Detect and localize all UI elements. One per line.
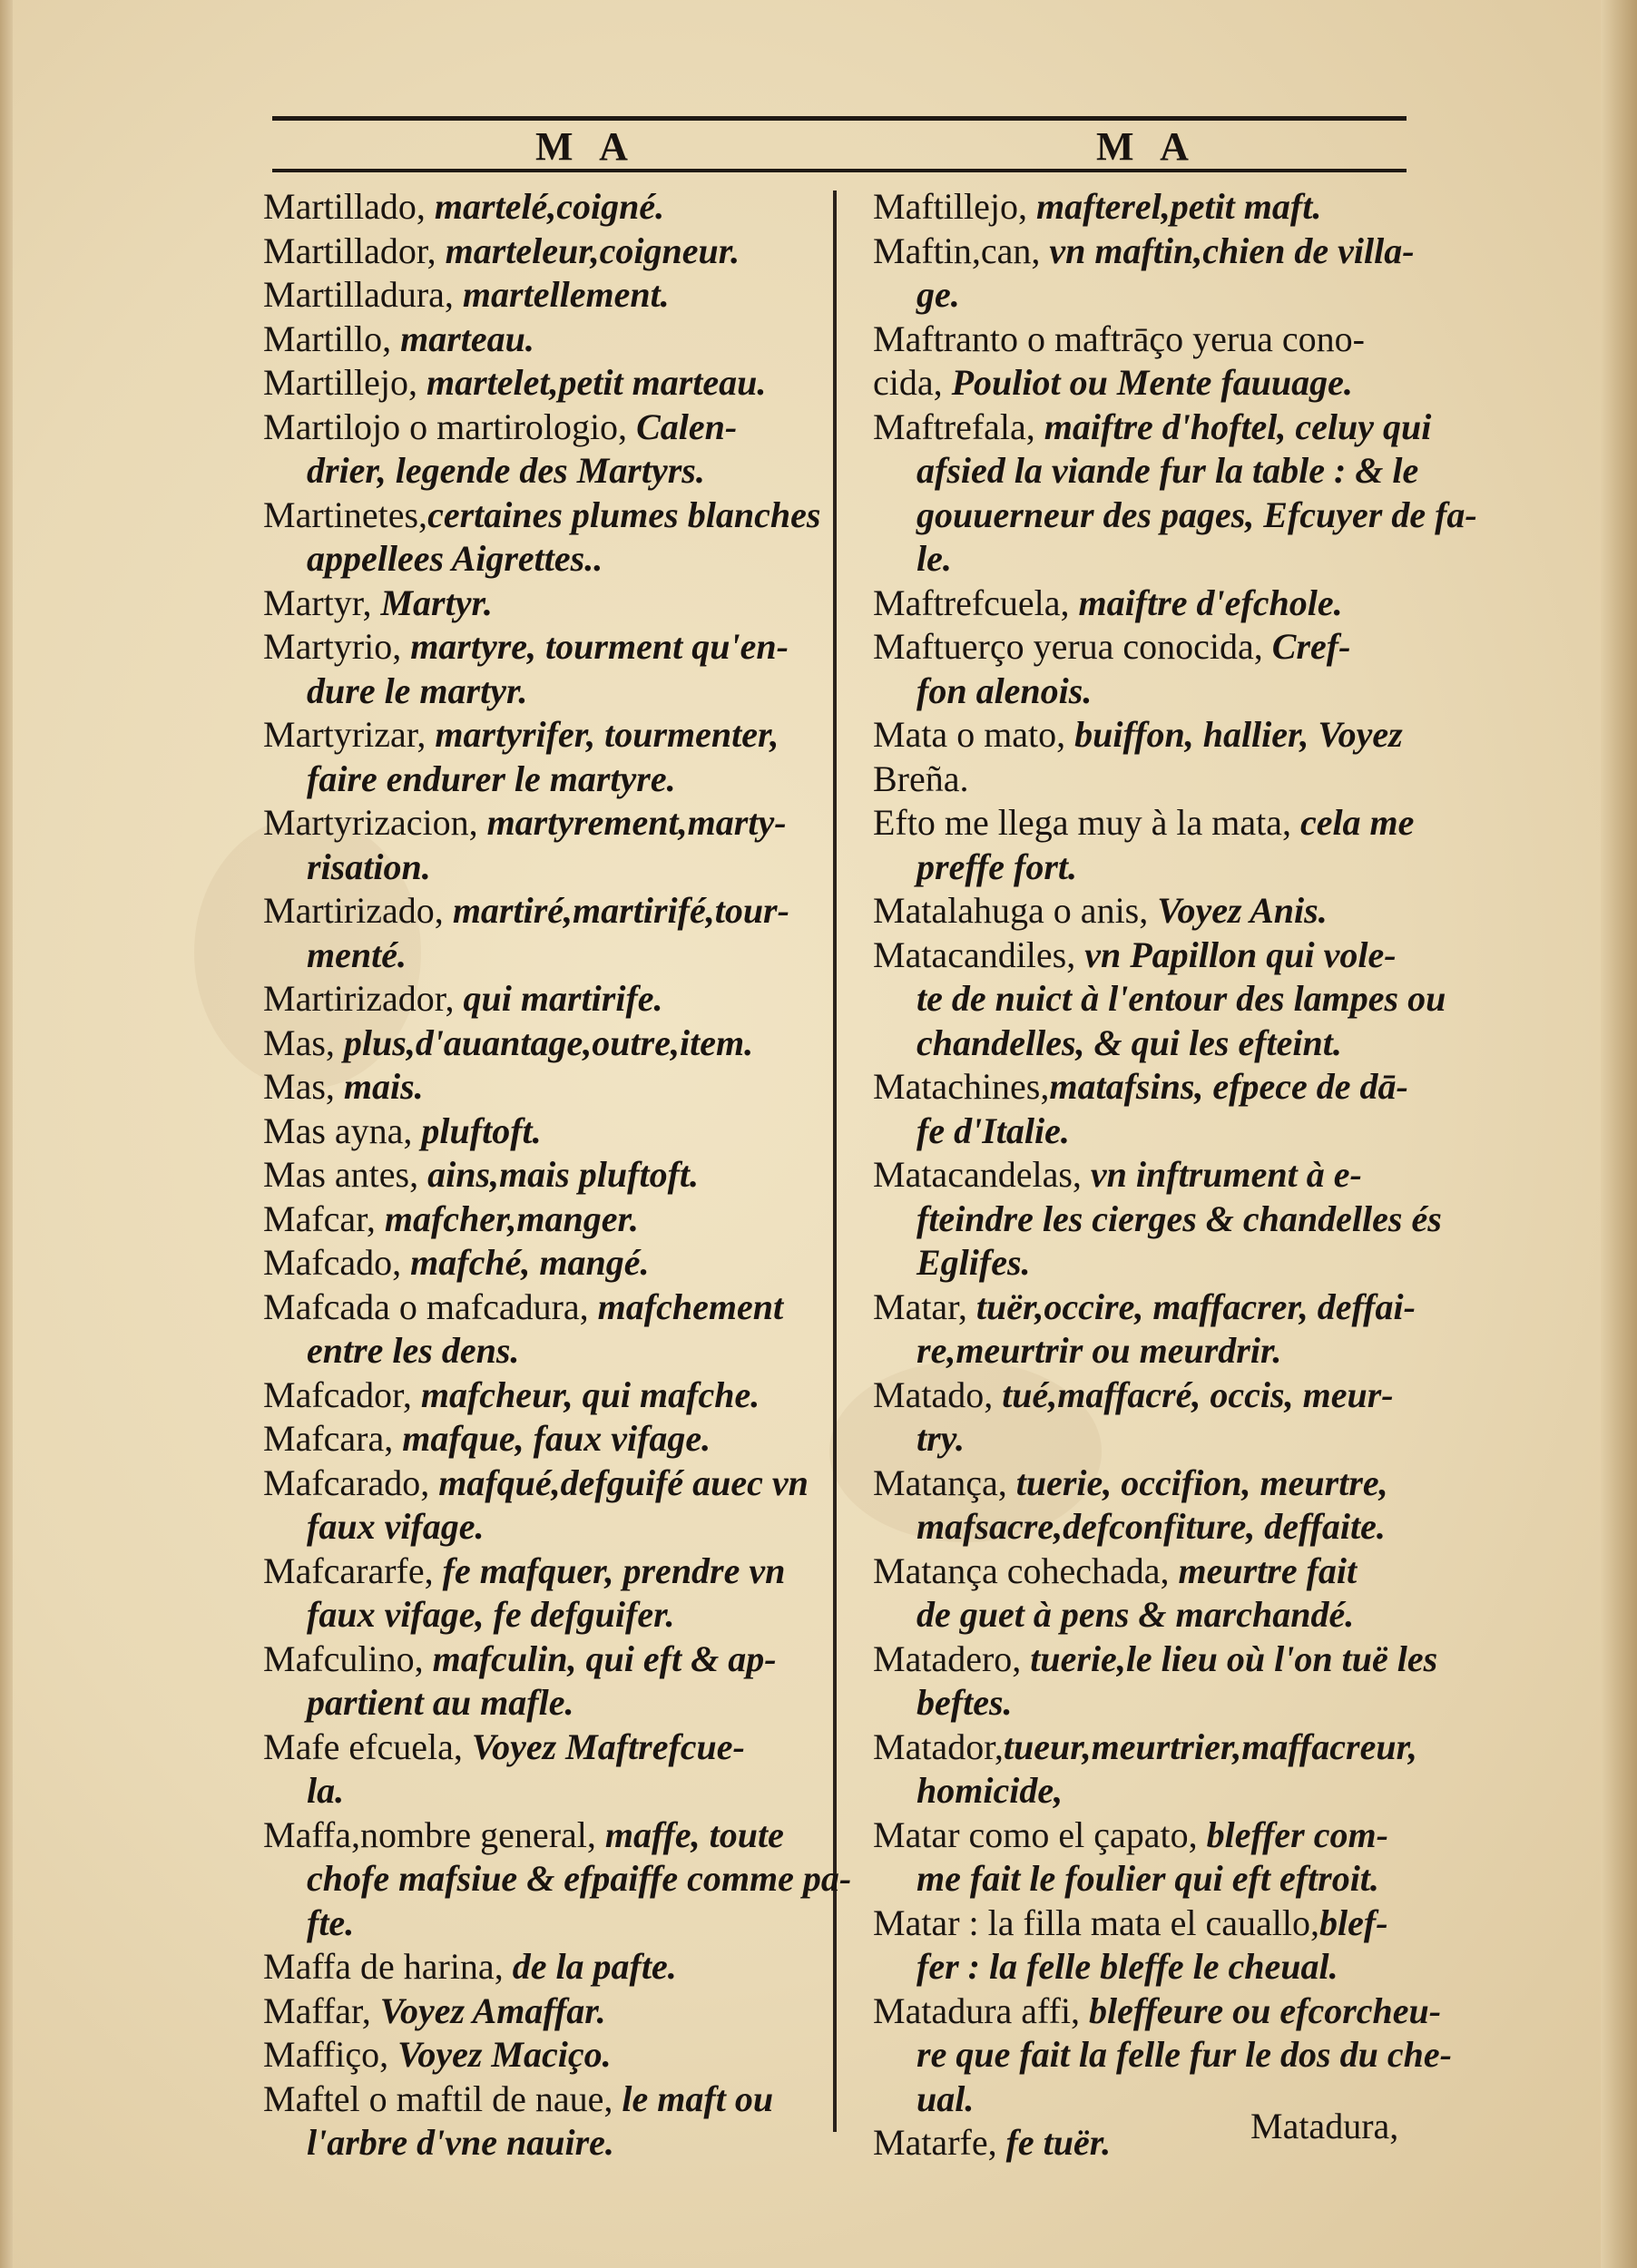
translation: mafcher,manger. xyxy=(384,1198,639,1239)
dictionary-line xyxy=(873,273,1463,318)
dictionary-line xyxy=(263,1945,853,1989)
translation: vn maftin,chien de villa- xyxy=(1049,230,1415,271)
dictionary-line xyxy=(263,1241,853,1286)
dictionary-line xyxy=(873,670,1463,714)
headword: Martillejo, xyxy=(263,362,426,403)
dictionary-line xyxy=(263,1637,853,1682)
translation: ains,mais pluftoft. xyxy=(427,1154,700,1195)
translation: buiffon, hallier, Voyez xyxy=(1074,714,1403,755)
translation: ge. xyxy=(917,274,960,315)
dictionary-line xyxy=(873,1110,1463,1154)
translation: drier, legende des Martyrs. xyxy=(307,450,705,491)
dictionary-line xyxy=(873,1725,1463,1770)
headword: Matador, xyxy=(873,1725,1004,1767)
translation: mafqué,defguifé auec vn xyxy=(438,1461,809,1503)
translation: chofe mafsiue & efpaiffe comme pa- xyxy=(307,1858,852,1899)
headword: Maffa,nombre general, xyxy=(263,1813,605,1855)
headword: Mas, xyxy=(263,1022,344,1063)
translation: blef- xyxy=(1319,1901,1388,1943)
dictionary-line xyxy=(263,2121,853,2165)
translation: re,meurtrir ou meurdrir. xyxy=(917,1330,1282,1371)
dictionary-line xyxy=(263,406,853,450)
headword: Maffar, xyxy=(263,1989,380,2031)
dictionary-line xyxy=(263,934,853,978)
translation: mafché, mangé. xyxy=(410,1242,650,1283)
dictionary-line xyxy=(263,1681,853,1725)
dictionary-line xyxy=(873,977,1463,1022)
dictionary-line xyxy=(263,1153,853,1198)
headword: Maftel o maftil de naue, xyxy=(263,2077,622,2119)
dictionary-line xyxy=(873,758,1463,802)
translation: te de nuict à l'entour des lampes ou xyxy=(917,978,1446,1019)
dictionary-line xyxy=(263,801,853,846)
dictionary-line xyxy=(263,537,853,582)
translation: dure le martyr. xyxy=(307,670,528,711)
headword: Martyrizar, xyxy=(263,714,436,755)
translation: de la pafte. xyxy=(512,1946,677,1987)
translation: martiré,martirifé,tour- xyxy=(452,890,789,931)
translation: Voyez Anis. xyxy=(1157,890,1328,931)
headword: Matado, xyxy=(873,1374,1003,1415)
translation: martelé,coigné. xyxy=(434,186,665,227)
translation: chandelles, & qui les efteint. xyxy=(917,1022,1342,1063)
dictionary-line xyxy=(263,1461,853,1506)
dictionary-line xyxy=(263,713,853,758)
headword: Mafcarado, xyxy=(263,1461,439,1503)
dictionary-line xyxy=(873,1461,1463,1506)
headword: Mafcada o mafcadura, xyxy=(263,1286,598,1327)
translation: re que fait la felle fur le dos du che- xyxy=(917,2034,1452,2075)
translation: fte. xyxy=(307,1901,355,1943)
translation: partient au mafle. xyxy=(307,1682,574,1723)
dictionary-line xyxy=(263,1065,853,1110)
translation: martyrifer, tourmenter, xyxy=(435,714,779,755)
dictionary-line xyxy=(873,1505,1463,1549)
translation: martyre, tourment qu'en- xyxy=(410,626,789,667)
headword: Maftrefala, xyxy=(873,406,1044,447)
header-rule-bottom xyxy=(272,169,1407,172)
headword: Martirizado, xyxy=(263,890,453,931)
dictionary-line xyxy=(873,1329,1463,1374)
dictionary-line xyxy=(263,1374,853,1418)
translation: maffe, toute xyxy=(604,1813,784,1855)
dictionary-line xyxy=(873,1945,1463,1989)
dictionary-line xyxy=(873,1153,1463,1198)
headword: Martyr, xyxy=(263,582,381,623)
dictionary-line xyxy=(873,713,1463,758)
headword: Martyrio, xyxy=(263,626,411,667)
dictionary-line xyxy=(263,1286,853,1330)
headword: Matarfe, xyxy=(873,2122,1006,2163)
translation: me fait le foulier qui eft eftroit. xyxy=(917,1858,1379,1899)
translation: afsied la viande fur la table : & le xyxy=(917,450,1419,491)
translation: mafque, faux vifage. xyxy=(402,1418,711,1459)
dictionary-line xyxy=(263,889,853,934)
dictionary-line xyxy=(263,582,853,626)
translation: bleffer com- xyxy=(1206,1813,1388,1855)
translation: fe d'Italie. xyxy=(917,1110,1070,1151)
translation: mais. xyxy=(343,1066,424,1107)
translation: faux vifage, fe defguifer. xyxy=(307,1594,675,1635)
translation: preffe fort. xyxy=(917,846,1077,887)
translation: tué,maffacré, occis, meur- xyxy=(1002,1374,1394,1415)
headword: Matacandiles, xyxy=(873,934,1085,975)
dictionary-line xyxy=(263,185,853,230)
dictionary-line xyxy=(263,230,853,274)
dictionary-line xyxy=(263,1505,853,1549)
dictionary-line xyxy=(873,1681,1463,1725)
headword: Mas ayna, xyxy=(263,1110,422,1151)
translation: tuerie,le lieu où l'on tuë les xyxy=(1030,1637,1438,1679)
headword: Martillado, xyxy=(263,186,435,227)
translation: Voyez Maciço. xyxy=(397,2034,612,2075)
dictionary-line xyxy=(873,889,1463,934)
translation: vn inftrument à e- xyxy=(1090,1154,1362,1195)
headword: Maftrefcuela, xyxy=(873,582,1079,623)
dictionary-line xyxy=(873,1857,1463,1901)
translation: Martyr. xyxy=(380,582,493,623)
headword: Matar : la filla mata el cauallo, xyxy=(873,1901,1319,1943)
dictionary-line xyxy=(263,1857,853,1901)
translation: le. xyxy=(917,538,952,579)
translation: ual. xyxy=(917,2077,975,2119)
translation: le maft ou xyxy=(622,2077,774,2119)
dictionary-line xyxy=(263,1901,853,1946)
dictionary-line xyxy=(873,1022,1463,1066)
translation: martellement. xyxy=(462,274,670,315)
translation: plus,d'auantage,outre,item. xyxy=(343,1022,754,1063)
headword: Martillo, xyxy=(263,318,401,359)
dictionary-line xyxy=(873,537,1463,582)
dictionary-line xyxy=(263,273,853,318)
dictionary-line xyxy=(873,361,1463,406)
dictionary-line xyxy=(873,1901,1463,1946)
dictionary-line xyxy=(263,1725,853,1770)
headword: Mas antes, xyxy=(263,1154,428,1195)
dictionary-line xyxy=(263,1769,853,1813)
dictionary-line xyxy=(873,449,1463,494)
translation: mafsacre,defconfiture, deffaite. xyxy=(917,1506,1386,1547)
dictionary-line xyxy=(263,670,853,714)
dictionary-line xyxy=(873,1241,1463,1286)
dictionary-line xyxy=(263,846,853,890)
translation: fe mafquer, prendre vn xyxy=(442,1549,786,1591)
headword: Breña. xyxy=(873,758,969,799)
translation: marteleur,coigneur. xyxy=(445,230,740,271)
dictionary-line xyxy=(873,801,1463,846)
translation: maiftre d'hoftel, celuy qui xyxy=(1044,406,1432,447)
translation: gouuerneur des pages, Efcuyer de fa- xyxy=(917,494,1477,535)
running-head-right: M A xyxy=(1096,124,1198,169)
translation: maiftre d'efchole. xyxy=(1078,582,1343,623)
translation: fon alenois. xyxy=(917,670,1093,711)
translation: qui martirife. xyxy=(463,978,663,1019)
dictionary-line xyxy=(263,977,853,1022)
translation: Eglifes. xyxy=(917,1242,1031,1283)
headword: Mafe efcuela, xyxy=(263,1725,472,1767)
translation: de guet à pens & marchandé. xyxy=(917,1594,1355,1635)
headword: Maftin,can, xyxy=(873,230,1050,271)
dictionary-line xyxy=(263,1417,853,1461)
translation: cela me xyxy=(1299,802,1415,843)
headword: Martyrizacion, xyxy=(263,802,487,843)
translation: fer : la felle bleffe le cheual. xyxy=(917,1946,1338,1987)
translation: certaines plumes blanches xyxy=(427,494,821,535)
translation: marteau. xyxy=(400,318,534,359)
translation: Voyez Amaffar. xyxy=(379,1989,606,2031)
headword: Matar, xyxy=(873,1286,976,1327)
dictionary-line xyxy=(873,625,1463,670)
translation: Cref- xyxy=(1271,626,1351,667)
header-rule-top xyxy=(272,116,1407,121)
headword: Matança, xyxy=(873,1461,1016,1503)
translation: faux vifage. xyxy=(307,1506,485,1547)
headword: Matadura affi, xyxy=(873,1989,1090,2031)
dictionary-line xyxy=(873,1813,1463,1858)
headword: Mas, xyxy=(263,1066,344,1107)
dictionary-line xyxy=(873,1989,1463,2034)
headword: Mata o mato, xyxy=(873,714,1075,755)
headword: Matadero, xyxy=(873,1637,1031,1679)
dictionary-line xyxy=(263,758,853,802)
dictionary-line xyxy=(873,1593,1463,1637)
headword: Maftillejo, xyxy=(873,186,1036,227)
translation: meurtre fait xyxy=(1178,1549,1358,1591)
headword: Maftranto o maftrāço yerua cono- xyxy=(873,318,1365,359)
translation: menté. xyxy=(307,934,407,975)
translation: homicide, xyxy=(917,1770,1064,1811)
translation: entre les dens. xyxy=(307,1330,520,1371)
headword: Matacandelas, xyxy=(873,1154,1091,1195)
dictionary-line xyxy=(263,494,853,538)
dictionary-line xyxy=(263,1549,853,1594)
headword: Matança cohechada, xyxy=(873,1549,1179,1591)
dictionary-line xyxy=(263,1813,853,1858)
translation: mafchement xyxy=(597,1286,784,1327)
dictionary-line xyxy=(873,185,1463,230)
dictionary-line xyxy=(263,1110,853,1154)
headword: Martilojo o martirologio, xyxy=(263,406,637,447)
translation: Calen- xyxy=(636,406,738,447)
translation: mafculin, qui eft & ap- xyxy=(432,1637,777,1679)
headword: Maftuerço yerua conocida, xyxy=(873,626,1272,667)
translation: vn Papillon qui vole- xyxy=(1084,934,1397,975)
headword: Maffa de harina, xyxy=(263,1946,513,1987)
headword: Martinetes, xyxy=(263,494,428,535)
headword: Efto me llega muy à la mata, xyxy=(873,802,1300,843)
dictionary-line xyxy=(263,1198,853,1242)
translation: tuër,occire, maffacrer, deffai- xyxy=(975,1286,1416,1327)
headword: Mafcar, xyxy=(263,1198,385,1239)
headword: Mafcara, xyxy=(263,1418,403,1459)
dictionary-line xyxy=(873,494,1477,538)
dictionary-line xyxy=(263,2033,853,2077)
translation: try. xyxy=(917,1418,965,1459)
headword: Martirizador, xyxy=(263,978,464,1019)
dictionary-line xyxy=(873,1637,1463,1682)
dictionary-line xyxy=(873,846,1463,890)
dictionary-line xyxy=(263,318,853,362)
translation: Pouliot ou Mente fauuage. xyxy=(951,362,1353,403)
translation: fe tuër. xyxy=(1005,2122,1112,2163)
translation: Voyez Maftrefcue- xyxy=(471,1725,745,1767)
dictionary-line xyxy=(263,361,853,406)
translation: bleffeure ou efcorcheu- xyxy=(1089,1989,1442,2031)
left-column xyxy=(263,185,853,2165)
translation: beftes. xyxy=(917,1682,1013,1723)
dictionary-line xyxy=(263,449,853,494)
dictionary-line xyxy=(873,1374,1463,1418)
translation: tueur,meurtrier,maffacreur, xyxy=(1003,1725,1417,1767)
dictionary-line xyxy=(263,1329,853,1374)
dictionary-line xyxy=(263,1989,853,2034)
dictionary-line xyxy=(873,1769,1463,1813)
headword: Mafcararfe, xyxy=(263,1549,443,1591)
dictionary-line xyxy=(873,1417,1463,1461)
headword: Martilladura, xyxy=(263,274,463,315)
dictionary-line xyxy=(873,406,1463,450)
dictionary-line xyxy=(873,934,1463,978)
headword: Matalahuga o anis, xyxy=(873,890,1158,931)
translation: la. xyxy=(307,1770,345,1811)
translation: mafcheur, qui mafche. xyxy=(420,1374,760,1415)
dictionary-line xyxy=(873,318,1463,362)
dictionary-line xyxy=(873,582,1463,626)
dictionary-line xyxy=(263,1593,853,1637)
headword: Mafcado, xyxy=(263,1242,411,1283)
headword: Maffiço, xyxy=(263,2034,398,2075)
right-column xyxy=(873,185,1477,2165)
dictionary-line xyxy=(873,2033,1463,2077)
catchword: Matadura, xyxy=(1250,2106,1399,2146)
translation: appellees Aigrettes.. xyxy=(307,538,603,579)
headword: Matachines, xyxy=(873,1066,1050,1107)
headword: Martillador, xyxy=(263,230,446,271)
translation: martelet,petit marteau. xyxy=(426,362,767,403)
headword: Mafculino, xyxy=(263,1637,433,1679)
translation: tuerie, occifion, meurtre, xyxy=(1015,1461,1388,1503)
translation: matafsins, efpece de dā- xyxy=(1049,1066,1408,1107)
headword: Mafcador, xyxy=(263,1374,421,1415)
page-edge-right xyxy=(1601,0,1637,2268)
dictionary-line xyxy=(263,2077,853,2122)
dictionary-line xyxy=(873,1198,1463,1242)
translation: martyrement,marty- xyxy=(486,802,787,843)
headword: cida, xyxy=(873,362,952,403)
translation: mafterel,petit maft. xyxy=(1035,186,1322,227)
translation: faire endurer le martyre. xyxy=(307,758,676,799)
headword: Matar como el çapato, xyxy=(873,1813,1207,1855)
dictionary-line xyxy=(263,1022,853,1066)
running-head-left: M A xyxy=(535,124,637,169)
dictionary-line xyxy=(873,230,1463,274)
translation: risation. xyxy=(307,846,431,887)
dictionary-line xyxy=(873,1286,1463,1330)
dictionary-line xyxy=(873,1065,1463,1110)
dictionary-line xyxy=(873,1549,1463,1594)
translation: fteindre les cierges & chandelles és xyxy=(917,1198,1442,1239)
translation: pluftoft. xyxy=(421,1110,542,1151)
dictionary-line xyxy=(263,625,853,670)
translation: l'arbre d'vne nauire. xyxy=(307,2122,614,2163)
